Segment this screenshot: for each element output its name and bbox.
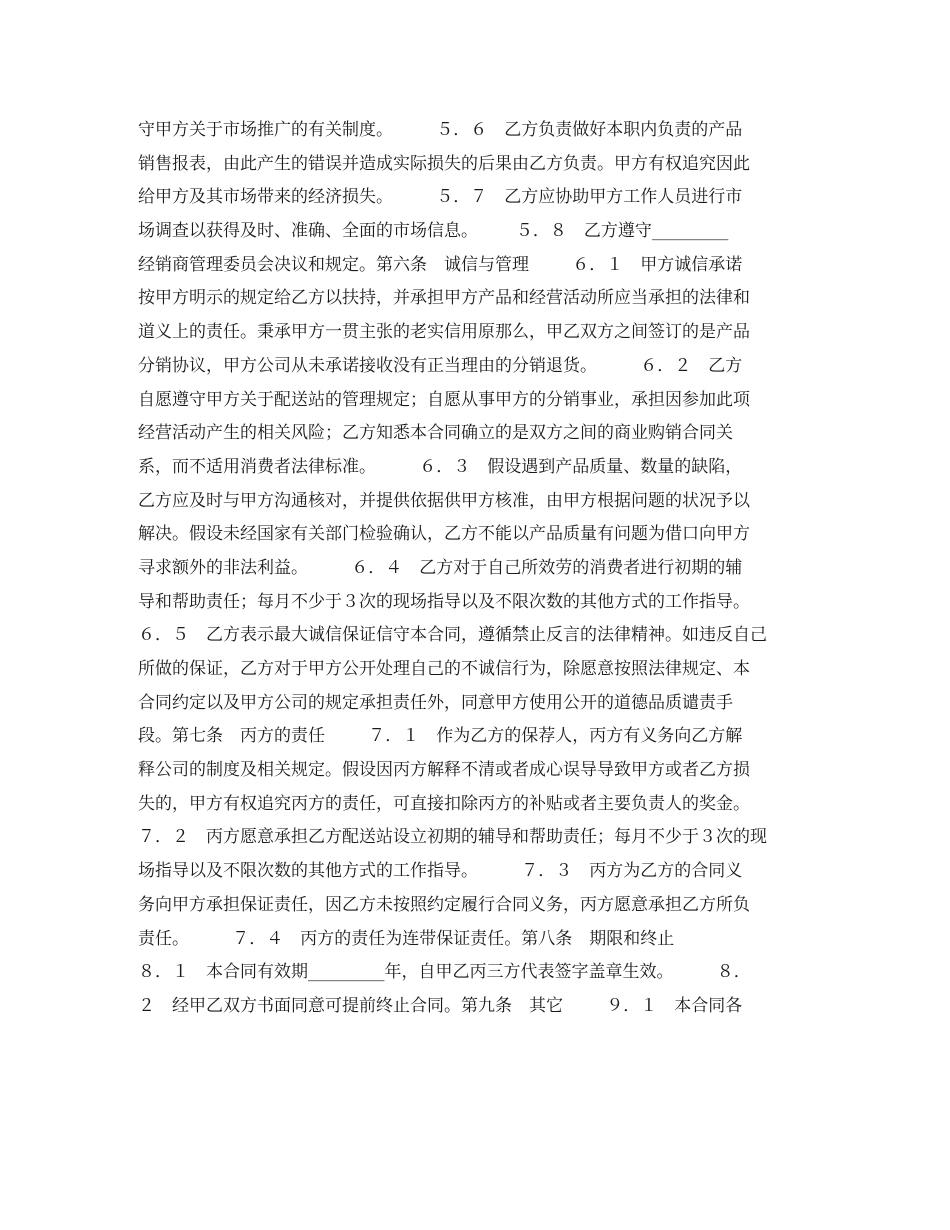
text-line: 失的，甲方有权追究丙方的责任，可直接扣除丙方的补贴或者主要负责人的奖金。 xyxy=(138,793,750,814)
contract-text-body xyxy=(138,114,818,1024)
text-line: 经营活动产生的相关风险；乙方知悉本合同确立的是双方之间的商业购销合同关 xyxy=(138,423,733,444)
text-line: 导和帮助责任；每月不少于３次的现场指导以及不限次数的其他方式的工作指导。 xyxy=(138,591,750,612)
text-line: 守甲方关于市场推广的有关制度。 ５．６ 乙方负责做好本职内负责的产品 xyxy=(138,120,743,140)
text-line: 寻求额外的非法利益。 ６．４ 乙方对于自己所效劳的消费者进行初期的辅 xyxy=(138,557,743,578)
text-line: 经销商管理委员会决议和规定。第六条 诚信与管理 ６．１ 甲方诚信承诺 xyxy=(138,254,743,275)
text-line: ８．１ 本合同有效期_________年，自甲乙丙三方代表签字盖章生效。 ８． xyxy=(138,962,751,983)
text-line: 乙方应及时与甲方沟通核对，并提供依据供甲方核准，由甲方根据问题的状况予以 xyxy=(138,490,750,511)
text-line: 所做的保证，乙方对于甲方公开处理自己的不诚信行为，除愿意按照法律规定、本 xyxy=(138,659,750,679)
text-line: 分销协议，甲方公司从未承诺接收没有正当理由的分销退货。 ６．２ 乙方 xyxy=(138,355,743,376)
text-line: 销售报表，由此产生的错误并造成实际损失的后果由乙方负责。甲方有权追究因此 xyxy=(138,153,750,174)
text-line: 段。第七条 丙方的责任 ７．１ 作为乙方的保荐人，丙方有义务向乙方解 xyxy=(138,726,743,747)
text-line: 释公司的制度及相关规定。假设因丙方解释不清或者成心误导导致甲方或者乙方损 xyxy=(138,760,750,781)
text-line: 合同约定以及甲方公司的规定承担责任外，同意甲方使用公开的道德品质谴责手 xyxy=(138,692,733,713)
text-line: 责任。 ７．４ 丙方的责任为连带保证责任。第八条 期限和终止 xyxy=(138,928,675,949)
text-line: ６．５ 乙方表示最大诚信保证信守本合同，遵循禁止反言的法律精神。如违反自己 xyxy=(138,625,767,646)
text-line: ２ 经甲乙双方书面同意可提前终止合同。第九条 其它 ９．１ 本合同各 xyxy=(138,995,743,1016)
text-line: 自愿遵守甲方关于配送站的管理规定；自愿从事甲方的分销事业，承担因参加此项 xyxy=(138,389,750,410)
text-line: 给甲方及其市场带来的经济损失。 ５．７ 乙方应协助甲方工作人员进行市 xyxy=(138,187,743,208)
text-line: 系，而不适用消费者法律标准。 ６．３ 假设遇到产品质量、数量的缺陷， xyxy=(138,456,743,477)
text-line: 务向甲方承担保证责任，因乙方未按照约定履行合同义务，丙方愿意承担乙方所负 xyxy=(138,894,750,915)
text-line: 场指导以及不限次数的其他方式的工作指导。 ７．３ 丙方为乙方的合同义 xyxy=(138,861,743,882)
text-line: 道义上的责任。秉承甲方一贯主张的老实信用原那么，甲乙双方之间签订的是产品 xyxy=(138,322,750,343)
text-line: 场调查以获得及时、准确、全面的市场信息。 ５．８ 乙方遵守_________ xyxy=(138,221,729,242)
text-line: 解决。假设未经国家有关部门检验确认，乙方不能以产品质量有问题为借口向甲方 xyxy=(138,524,750,545)
text-line: 按甲方明示的规定给乙方以扶持，并承担甲方产品和经营活动所应当承担的法律和 xyxy=(138,288,750,309)
text-line: ７．２ 丙方愿意承担乙方配送站设立初期的辅导和帮助责任；每月不少于３次的现 xyxy=(138,827,767,848)
